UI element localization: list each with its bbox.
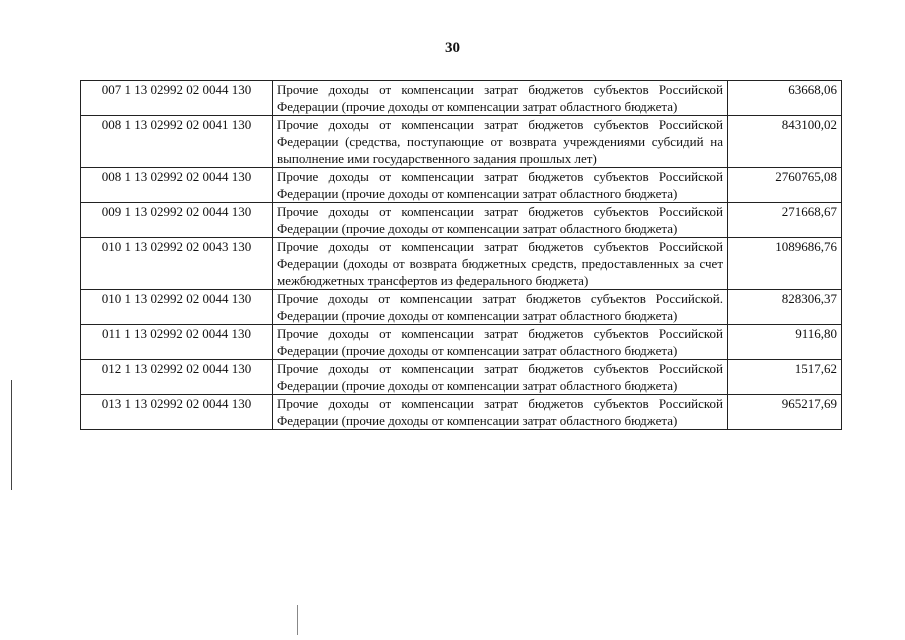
revenue-amount: 1517,62 — [728, 360, 842, 395]
revenue-description: Прочие доходы от компенсации затрат бюджетов субъектов Российской Федерации (прочие доходы от компенсации затрат областного бюджета) — [273, 325, 728, 360]
revenue-description: Прочие доходы от компенсации затрат бюджетов субъектов Российской. Федерации (прочие доходы от компенсации затрат областного бюджета) — [273, 290, 728, 325]
page-number: 30 — [445, 40, 460, 56]
table-row — [81, 203, 842, 238]
revenue-description: Прочие доходы от компенсации затрат бюджетов субъектов Российской Федерации (прочие доходы от компенсации затрат областного бюджета) — [273, 395, 728, 430]
bottom-scan-mark — [297, 605, 298, 635]
table-row — [81, 325, 842, 360]
revenue-description: Прочие доходы от компенсации затрат бюджетов субъектов Российской Федерации (прочие доходы от компенсации затрат областного бюджета) — [273, 203, 728, 238]
budget-code: 011 1 13 02992 02 0044 130 — [81, 325, 273, 360]
revenue-amount: 828306,37 — [728, 290, 842, 325]
revenue-amount: 9116,80 — [728, 325, 842, 360]
revenue-description: Прочие доходы от компенсации затрат бюджетов субъектов Российской Федерации (прочие доходы от компенсации затрат областного бюджета) — [273, 81, 728, 116]
budget-code: 007 1 13 02992 02 0044 130 — [81, 81, 273, 116]
budget-code: 010 1 13 02992 02 0044 130 — [81, 290, 273, 325]
revenue-description: Прочие доходы от компенсации затрат бюджетов субъектов Российской Федерации (средства, поступающие от возврата учреждениями субсидий на выполнение ими государственного задания прошлых лет) — [273, 116, 728, 168]
table-row — [81, 238, 842, 290]
revenue-amount: 63668,06 — [728, 81, 842, 116]
revenue-description: Прочие доходы от компенсации затрат бюджетов субъектов Российской Федерации (прочие доходы от компенсации затрат областного бюджета) — [273, 168, 728, 203]
budget-code: 008 1 13 02992 02 0041 130 — [81, 116, 273, 168]
budget-code: 008 1 13 02992 02 0044 130 — [81, 168, 273, 203]
budget-code: 013 1 13 02992 02 0044 130 — [81, 395, 273, 430]
revenue-table — [80, 80, 842, 430]
budget-code: 012 1 13 02992 02 0044 130 — [81, 360, 273, 395]
revenue-amount: 271668,67 — [728, 203, 842, 238]
revenue-amount: 2760765,08 — [728, 168, 842, 203]
table-row — [81, 290, 842, 325]
table-row — [81, 116, 842, 168]
budget-code: 010 1 13 02992 02 0043 130 — [81, 238, 273, 290]
left-margin-line — [11, 380, 12, 490]
budget-code: 009 1 13 02992 02 0044 130 — [81, 203, 273, 238]
revenue-amount: 965217,69 — [728, 395, 842, 430]
revenue-amount: 1089686,76 — [728, 238, 842, 290]
revenue-description: Прочие доходы от компенсации затрат бюджетов субъектов Российской Федерации (доходы от возврата бюджетных средств, предоставленных за счет межбюджетных трансфертов из федерального бюджета) — [273, 238, 728, 290]
table-row — [81, 360, 842, 395]
revenue-amount: 843100,02 — [728, 116, 842, 168]
table-row — [81, 395, 842, 430]
revenue-description: Прочие доходы от компенсации затрат бюджетов субъектов Российской Федерации (прочие доходы от компенсации затрат областного бюджета) — [273, 360, 728, 395]
table-row — [81, 81, 842, 116]
table-row — [81, 168, 842, 203]
